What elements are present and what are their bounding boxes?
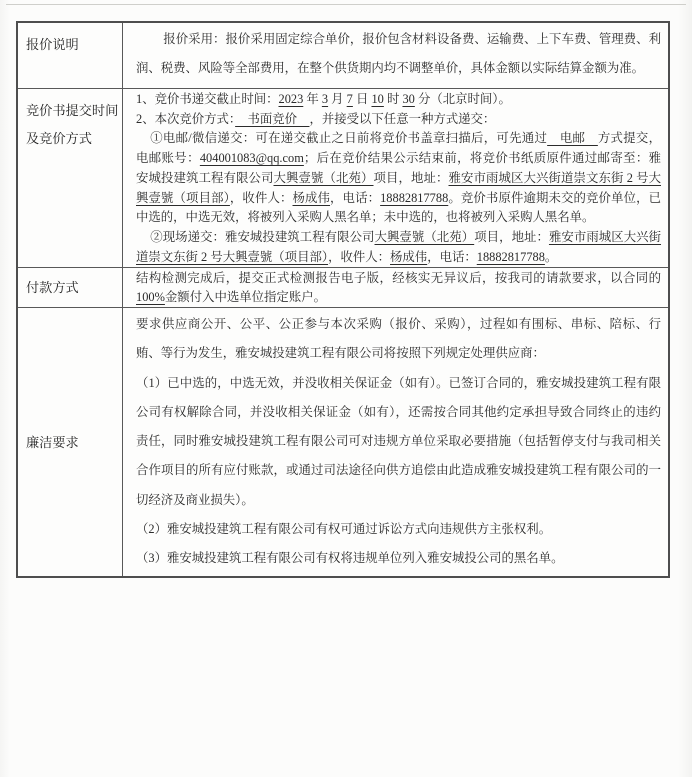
- underlined-text: 杨成伟: [292, 190, 331, 205]
- underlined-text: 2023: [278, 92, 304, 106]
- text-segment: 月: [328, 92, 347, 106]
- table-row: [18, 307, 668, 576]
- text-segment: 项目，地址：: [474, 229, 549, 244]
- underlined-text: 3: [321, 92, 329, 106]
- underlined-text: 大興壹號（北苑）: [273, 170, 374, 185]
- row-label-line: 廉洁要求: [26, 434, 79, 450]
- underlined-text: 30: [402, 92, 415, 106]
- paragraph: [136, 228, 661, 267]
- underlined-text: 雅安市雨城区大兴街道崇文东街 2 号大興壹號（项目部）: [136, 170, 661, 205]
- text-segment: 要求供应商公开、公平、公正参与本次采购（报价、采购），过程如有围标、串标、陪标、行贿、等行为发生，雅安城投建筑工程有限公司将按照下列规定处理供应商：: [136, 317, 661, 361]
- row-content: [123, 268, 668, 307]
- table-row: [18, 267, 668, 307]
- row-label-line: 及竞价方式: [26, 131, 92, 146]
- underlined-text: 电邮: [547, 131, 598, 146]
- row-content: [123, 308, 668, 576]
- underlined-text: 7: [346, 92, 353, 106]
- row-label: [18, 89, 123, 267]
- row-label-line: 报价说明: [26, 37, 79, 52]
- underlined-text: 10: [371, 92, 384, 106]
- text-segment: 1、竞价书递交截止时间：: [136, 92, 279, 106]
- text-segment: 。: [544, 249, 558, 264]
- paragraph: [136, 310, 661, 369]
- row-label: [18, 268, 123, 307]
- text-segment: 年: [303, 92, 322, 106]
- text-segment: 项目，地址：: [373, 170, 449, 185]
- underlined-text: 大興壹號（北苑）: [374, 229, 475, 244]
- text-segment: ，并接受以下任意一种方式递交：: [309, 111, 496, 126]
- row-label-line: 付款方式: [26, 280, 79, 295]
- text-segment: 2、本次竞价方式：: [136, 111, 236, 126]
- paragraph: [136, 25, 661, 83]
- paragraph: [136, 515, 661, 544]
- paragraph: [136, 110, 661, 130]
- text-segment: 结构检测完成后，提交正式检测报告电子版，经核实无异议后，按我司的请款要求，以合同的: [136, 270, 661, 285]
- text-segment: 方式提交，电邮账号：: [136, 131, 661, 166]
- text-segment: ②现场递交：雅安城投建筑工程有限公司: [150, 229, 375, 244]
- underlined-text: 404001083@qq.com: [199, 151, 304, 166]
- paragraph: [136, 129, 661, 228]
- row-label: [18, 23, 123, 88]
- text-segment: ；后在竞价结果公示结束前，将竞价书纸质原件通过邮寄至：雅安城投建筑工程有限公司: [136, 151, 662, 185]
- text-segment: ，电话：: [330, 190, 381, 205]
- underlined-text: 18882817788: [380, 190, 449, 205]
- row-content: [123, 89, 668, 267]
- scan-artifact-line: [6, 4, 686, 5]
- underlined-text: 18882817788: [476, 249, 545, 264]
- underlined-text: 书面竞价: [235, 111, 310, 126]
- quotation-table: [16, 21, 670, 578]
- row-content: [123, 23, 668, 88]
- paragraph: [136, 544, 661, 573]
- row-label: [18, 308, 123, 576]
- text-segment: ，电话：: [427, 249, 477, 264]
- text-segment: 日: [352, 92, 372, 106]
- text-segment: （3）雅安城投建筑工程有限公司有权将违规单位列入雅安城投公司的黑名单。: [136, 551, 564, 566]
- underlined-text: 杨成伟: [390, 249, 428, 264]
- paragraph: [136, 269, 661, 306]
- row-label-line: 竞价书提交时间: [26, 103, 119, 118]
- paragraph: [136, 369, 661, 515]
- table-row: [18, 23, 668, 88]
- table-row: [18, 88, 668, 267]
- text-segment: （1）已中选的，中选无效，并没收相关保证金（如有）。已签订合同的，雅安城投建筑工程有限公司有权解除合同，并没收相关保证金（如有），还需按合同其他约定承担导致合同终止的违约责任，同时雅安城投建筑工程有限公司可对违规方单位采取必要措施（包括暂停支付与我司相关合作项目的所有应付账款，或通过司法途径向供方追偿由此造成雅安城投建筑工程有限公司的一切经济及商业损失）。: [136, 375, 661, 507]
- underlined-text: 100%: [136, 289, 165, 304]
- text-segment: 分（北京时间）。: [414, 92, 511, 106]
- text-segment: 金额付入中选单位指定账户。: [164, 289, 326, 304]
- text-segment: 报价采用：报价采用固定综合单价，报价包含材料设备费、运输费、上下车费、管理费、利润、税费、风险等全部费用，在整个供货期内均不调整单价，具体金额以实际结算金额为准。: [136, 32, 661, 75]
- text-segment: ①电邮/微信递交：可在递交截止之日前将竞价书盖章扫描后，可先通过: [150, 131, 548, 146]
- underlined-text: 雅安市雨城区大兴街道崇文东街 2 号大興壹號（项目部）: [136, 229, 662, 264]
- text-segment: ，收件人：: [328, 249, 391, 264]
- text-segment: 。竞价书原件逾期未交的竞价单位，已中选的，中选无效，将被列入采购人黑名单；未中选的，也将被列入采购人黑名单。: [136, 190, 662, 225]
- text-segment: （2）雅安城投建筑工程有限公司有权可通过诉讼方式向违规供方主张权利。: [136, 522, 552, 537]
- paragraph: [136, 90, 661, 110]
- text-segment: 时: [383, 92, 403, 106]
- text-segment: ，收件人：: [229, 190, 293, 205]
